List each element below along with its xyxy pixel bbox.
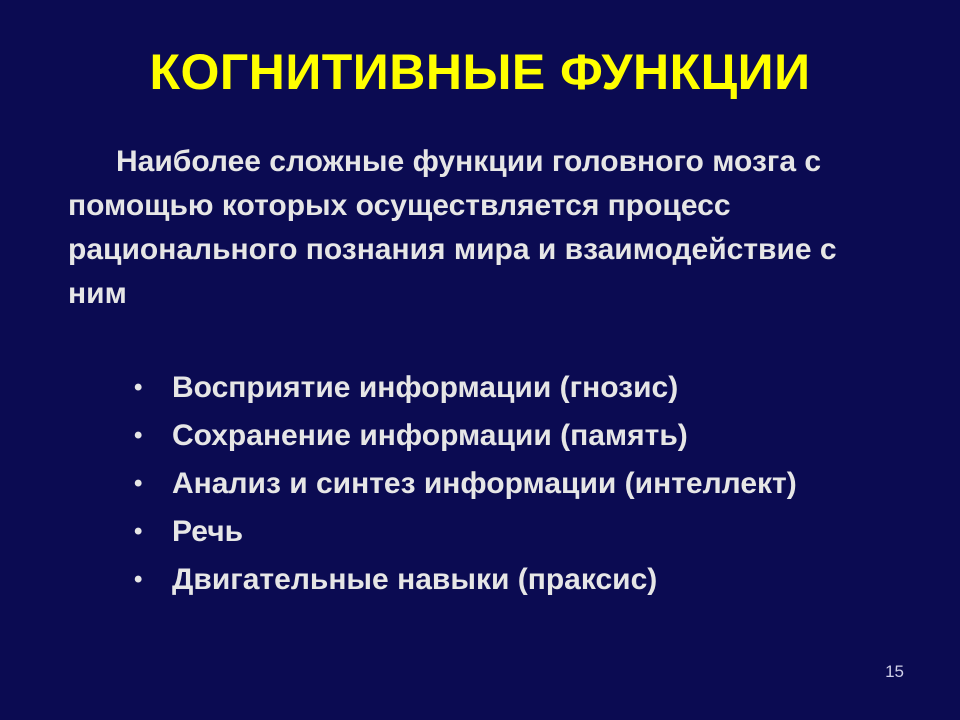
list-item (134, 508, 954, 556)
bullet-icon: • (134, 518, 143, 545)
bullet-list (134, 364, 954, 604)
bullet-text: Речь (172, 515, 244, 548)
bullet-icon: • (134, 470, 143, 497)
bullet-text: Сохранение информации (память) (172, 419, 688, 452)
bullet-text: Двигательные навыки (праксис) (172, 563, 658, 596)
definition-text: Наиболее сложные функции головного мозга с помощью которых осуществляется процесс рационального познания мира и взаимодействие с ним (68, 145, 837, 310)
slide-title: КОГНИТИВНЫЕ ФУНКЦИИ (149, 44, 811, 100)
bullet-text: Анализ и синтез информации (интеллект) (172, 467, 797, 500)
list-item (134, 556, 954, 604)
bullet-icon: • (134, 374, 143, 401)
slide-number: 15 (885, 662, 904, 681)
list-item (134, 412, 954, 460)
list-item (134, 460, 954, 508)
bullet-icon: • (134, 422, 143, 449)
bullet-text: Восприятие информации (гнозис) (172, 371, 679, 404)
bullet-icon: • (134, 566, 143, 593)
list-item (134, 364, 954, 412)
